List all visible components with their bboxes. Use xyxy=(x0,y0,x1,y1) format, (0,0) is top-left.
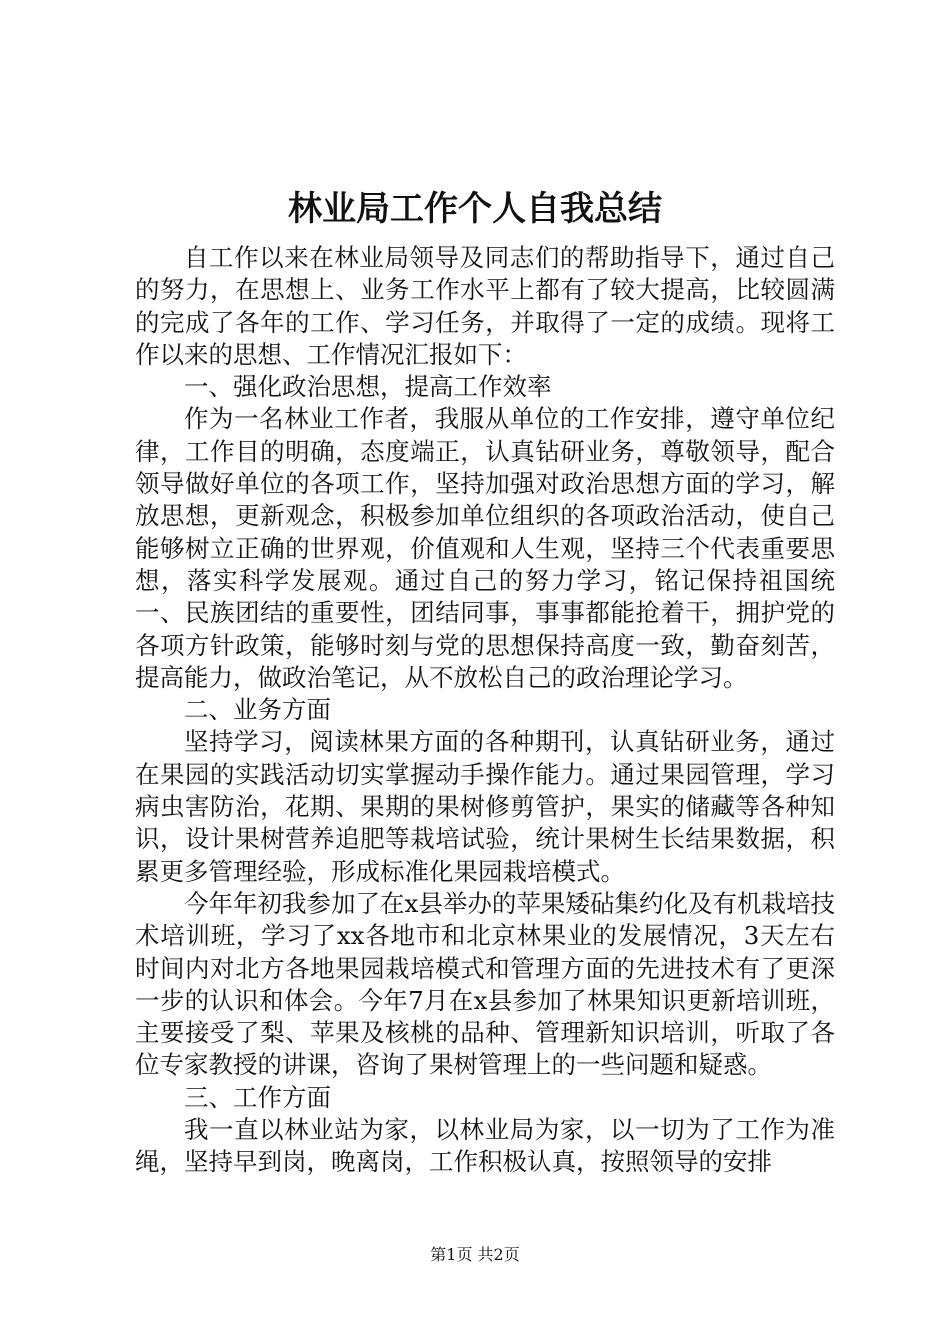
section-heading-3: 三、工作方面 xyxy=(184,1082,331,1112)
section-heading-1: 一、强化政治思想，提高工作效率 xyxy=(184,372,552,402)
page-footer: 第1页 共2页 xyxy=(430,1245,520,1264)
paragraph-intro: 自工作以来在林业局领导及同志们的帮助指导下，通过自己的努力，在思想上、业务工作水平上都有了较大提高，比较圆满的完成了各年的工作、学习任务，并取得了一定的成绩。现将工作以来的思想、工作情况汇报如下： xyxy=(135,243,835,369)
paragraph-training: 今年年初我参加了在x县举办的苹果矮砧集约化及有机栽培技术培训班，学习了xx各地市和北京林果业的发展情况，3天左右时间内对北方各地果园栽培模式和管理方面的先进技术有了更深一步的认识和体会。今年7月在x县参加了林果知识更新培训班，主要接受了梨、苹果及核桃的品种、管理新知识培训，听取了各位专家教授的讲课，咨询了果树管理上的一些问题和疑惑。 xyxy=(135,888,835,1080)
document-body xyxy=(135,242,835,1179)
paragraph-business: 坚持学习，阅读林果方面的各种期刊，认真钻研业务，通过在果园的实践活动切实掌握动手操作能力。通过果园管理，学习病虫害防治，花期、果期的果树修剪管护，果实的储藏等各种知识，设计果树营养追肥等栽培试验，统计果树生长结果数据，积累更多管理经验，形成标准化果园栽培模式。 xyxy=(135,727,835,886)
section-heading-2: 二、业务方面 xyxy=(184,695,331,725)
paragraph-work: 我一直以林业站为家，以林业局为家，以一切为了工作为准绳，坚持早到岗，晚离岗，工作积极认真，按照领导的安排 xyxy=(135,1115,835,1177)
paragraph-politics: 作为一名林业工作者，我服从单位的工作安排，遵守单位纪律，工作目的明确，态度端正，认真钻研业务，尊敬领导，配合领导做好单位的各项工作，坚持加强对政治思想方面的学习，解放思想，更新观念，积极参加单位组织的各项政治活动，使自己能够树立正确的世界观，价值观和人生观，坚持三个代表重要思想，落实科学发展观。通过自己的努力学习，铭记保持祖国统一、民族团结的重要性，团结同事，事事都能抢着干，拥护党的各项方针政策，能够时刻与党的思想保持高度一致，勤奋刻苦，提高能力，做政治笔记，从不放松自己的政治理论学习。 xyxy=(135,404,835,692)
document-title: 林业局工作个人自我总结 xyxy=(288,189,662,229)
